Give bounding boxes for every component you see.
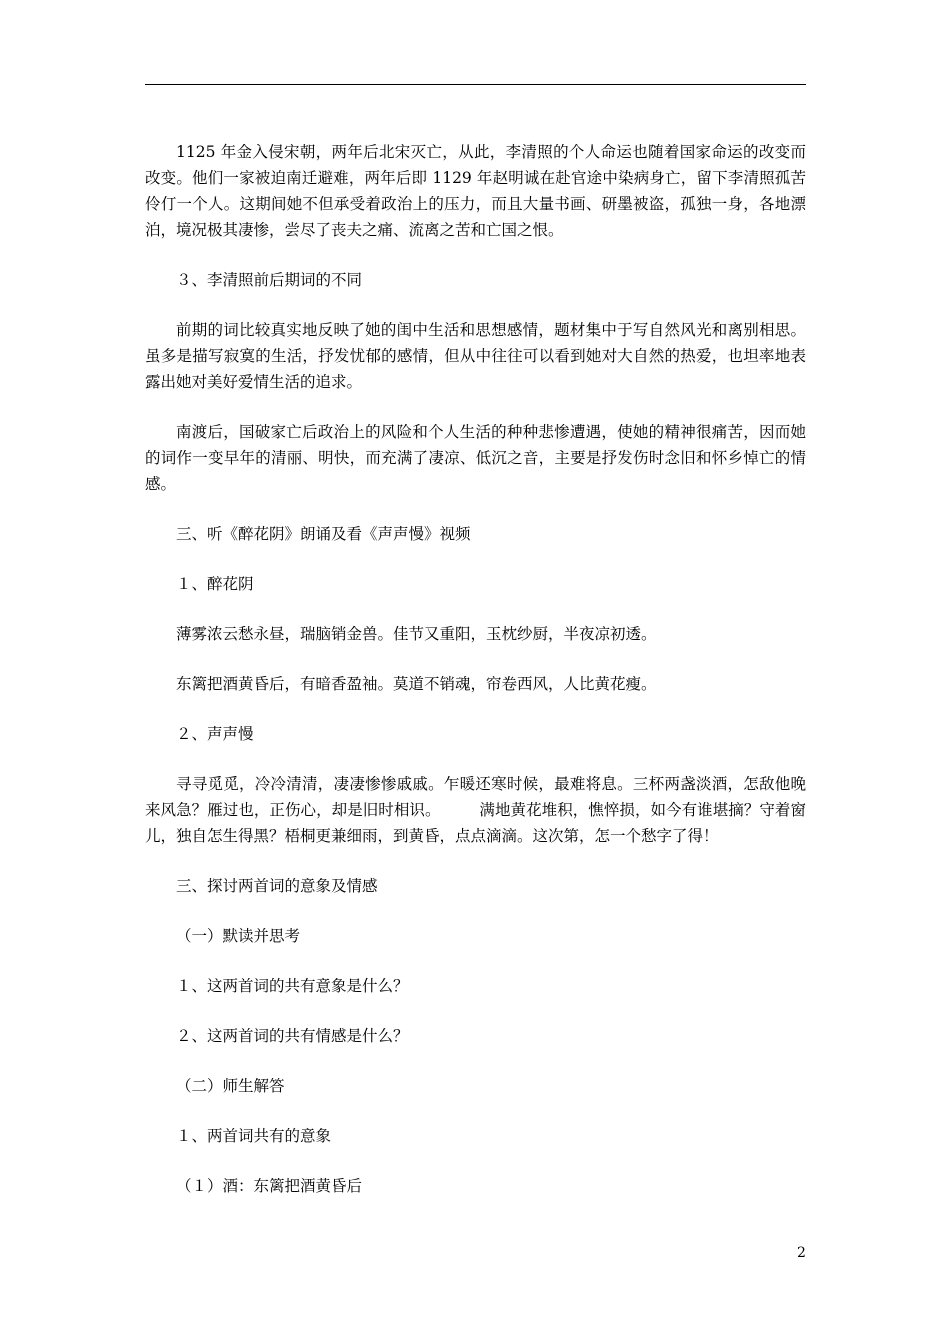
poem-shengshengman-text: 寻寻觅觅，冷冷清清，凄凄惨惨戚戚。乍暖还寒时候，最难将息。三杯两盏淡酒，怎敌他晚来风急？雁过也，正伤心，却是旧时相识。 满地黄花堆积，憔悴损，如今有谁堪摘？守着窗儿，独自怎生得黑？梧桐更兼细雨，到黄昏，点点滴滴。这次第，怎一个愁字了得！ [145, 775, 806, 845]
document-body [145, 139, 806, 1223]
paragraph-early-period: 前期的词比较真实地反映了她的闺中生活和思想感情，题材集中于写自然风光和离别相思。虽多是描写寂寞的生活，抒发忧郁的感情，但从中往往可以看到她对大自然的热爱，也坦率地表露出她对美好爱情生活的追求。 [145, 321, 806, 391]
poem-title-zuihuayin: １、醉花阴 [176, 575, 254, 593]
subsection-answers: （二）师生解答 [176, 1077, 285, 1095]
question-shared-emotion: ２、这两首词的共有情感是什么？ [176, 1027, 409, 1045]
subsection-silent-reading: （一）默读并思考 [176, 927, 301, 945]
section-explore-imagery: 三、探讨两首词的意象及情感 [176, 877, 378, 895]
header-rule [145, 84, 806, 85]
heading-early-late-difference: ３、李清照前后期词的不同 [176, 271, 363, 289]
question-shared-imagery: １、这两首词的共有意象是什么？ [176, 977, 409, 995]
poem-title-shengshengman: ２、声声慢 [176, 725, 254, 743]
answer-shared-imagery: １、两首词共有的意象 [176, 1127, 332, 1145]
poem-zuihuayin-line-1: 薄雾浓云愁永昼，瑞脑销金兽。佳节又重阳，玉枕纱厨，半夜凉初透。 [176, 625, 657, 643]
answer-item-wine: （１）酒：东篱把酒黄昏后 [176, 1177, 363, 1195]
paragraph-late-period: 南渡后，国破家亡后政治上的风险和个人生活的种种悲惨遭遇，使她的精神很痛苦，因而她的词作一变早年的清丽、明快，而充满了凄凉、低沉之音，主要是抒发伤时念旧和怀乡悼亡的情感。 [145, 423, 806, 493]
page-number: 2 [797, 1245, 806, 1261]
poem-zuihuayin-line-2: 东篱把酒黄昏后，有暗香盈袖。莫道不销魂，帘卷西风，人比黄花瘦。 [176, 675, 657, 693]
section-listen-watch: 三、听《醉花阴》朗诵及看《声声慢》视频 [176, 525, 471, 543]
paragraph-history: 1125 年金入侵宋朝，两年后北宋灭亡，从此，李清照的个人命运也随着国家命运的改变而改变。他们一家被迫南迁避难，两年后即 1129 年赵明诚在赴官途中染病身亡，留下李清照孤苦伶仃一个人。这期间她不但承受着政治上的压力，而且大量书画、研墨被盗，孤独一身，各地漂泊，境况极其凄惨，尝尽了丧夫之痛、流离之苦和亡国之恨。 [145, 143, 806, 239]
